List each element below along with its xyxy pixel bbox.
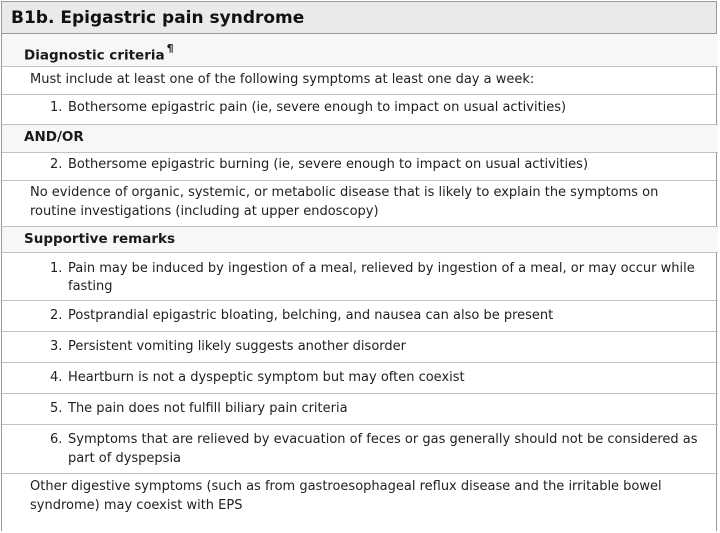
remark-text: Pain may be induced by ingestion of a meal, relieved by ingestion of a meal, or may occur while (68, 261, 695, 276)
remark-text: Persistent vomiting likely suggests another disorder (68, 339, 406, 354)
connector-row (2, 124, 718, 152)
table-row (2, 94, 718, 124)
exclusion-line: No evidence of organic, systemic, or metabolic disease that is likely to explain the symptoms on (30, 185, 659, 200)
footnote-mark: ¶ (166, 42, 174, 55)
criteria-item: Bothersome epigastric pain (ie, severe enough to impact on usual activities) (68, 100, 567, 115)
criteria-item: Bothersome epigastric burning (ie, severe enough to impact on usual activities) (68, 157, 589, 172)
remark-text: Symptoms that are relieved by evacuation of feces or gas generally should not be considered as (68, 432, 698, 447)
table-row (2, 152, 718, 180)
table-row (2, 180, 718, 226)
and-or-label: AND/OR (24, 129, 84, 145)
item-number: 2. (50, 308, 63, 323)
table-row (2, 300, 718, 331)
table-row (2, 252, 718, 300)
table-title-bar (2, 2, 716, 34)
section-header-diagnostic (2, 34, 718, 66)
section-header-supportive (2, 226, 718, 252)
item-number: 1. (50, 261, 63, 276)
criteria-table (1, 1, 717, 531)
remark-text: Postprandial epigastric bloating, belching, and nausea can also be present (68, 308, 554, 323)
other-symptoms-line: Other digestive symptoms (such as from gastroesophageal reflux disease and the irritable bowel (30, 479, 662, 494)
section-heading: Supportive remarks (24, 231, 175, 247)
table-row (2, 362, 718, 393)
criteria-intro: Must include at least one of the following symptoms at least one day a week: (30, 72, 535, 87)
item-number: 5. (50, 401, 63, 416)
table-row (2, 393, 718, 424)
other-symptoms-line: syndrome) may coexist with EPS (30, 498, 243, 513)
table-row (2, 424, 718, 473)
remark-text: part of dyspepsia (68, 451, 182, 466)
item-number: 6. (50, 432, 63, 447)
remark-text: Heartburn is not a dyspeptic symptom but may often coexist (68, 370, 465, 385)
table-title: B1b. Epigastric pain syndrome (11, 8, 305, 28)
remark-text: The pain does not fulfill biliary pain criteria (68, 401, 348, 416)
item-number: 1. (50, 100, 63, 115)
section-heading: Diagnostic criteria (24, 47, 165, 64)
item-number: 3. (50, 339, 63, 354)
table-row (2, 66, 718, 94)
table-row (2, 331, 718, 362)
item-number: 4. (50, 370, 63, 385)
item-number: 2. (50, 157, 63, 172)
table-row (2, 473, 718, 533)
remark-text: fasting (68, 279, 113, 294)
exclusion-line: routine investigations (including at upper endoscopy) (30, 204, 379, 219)
